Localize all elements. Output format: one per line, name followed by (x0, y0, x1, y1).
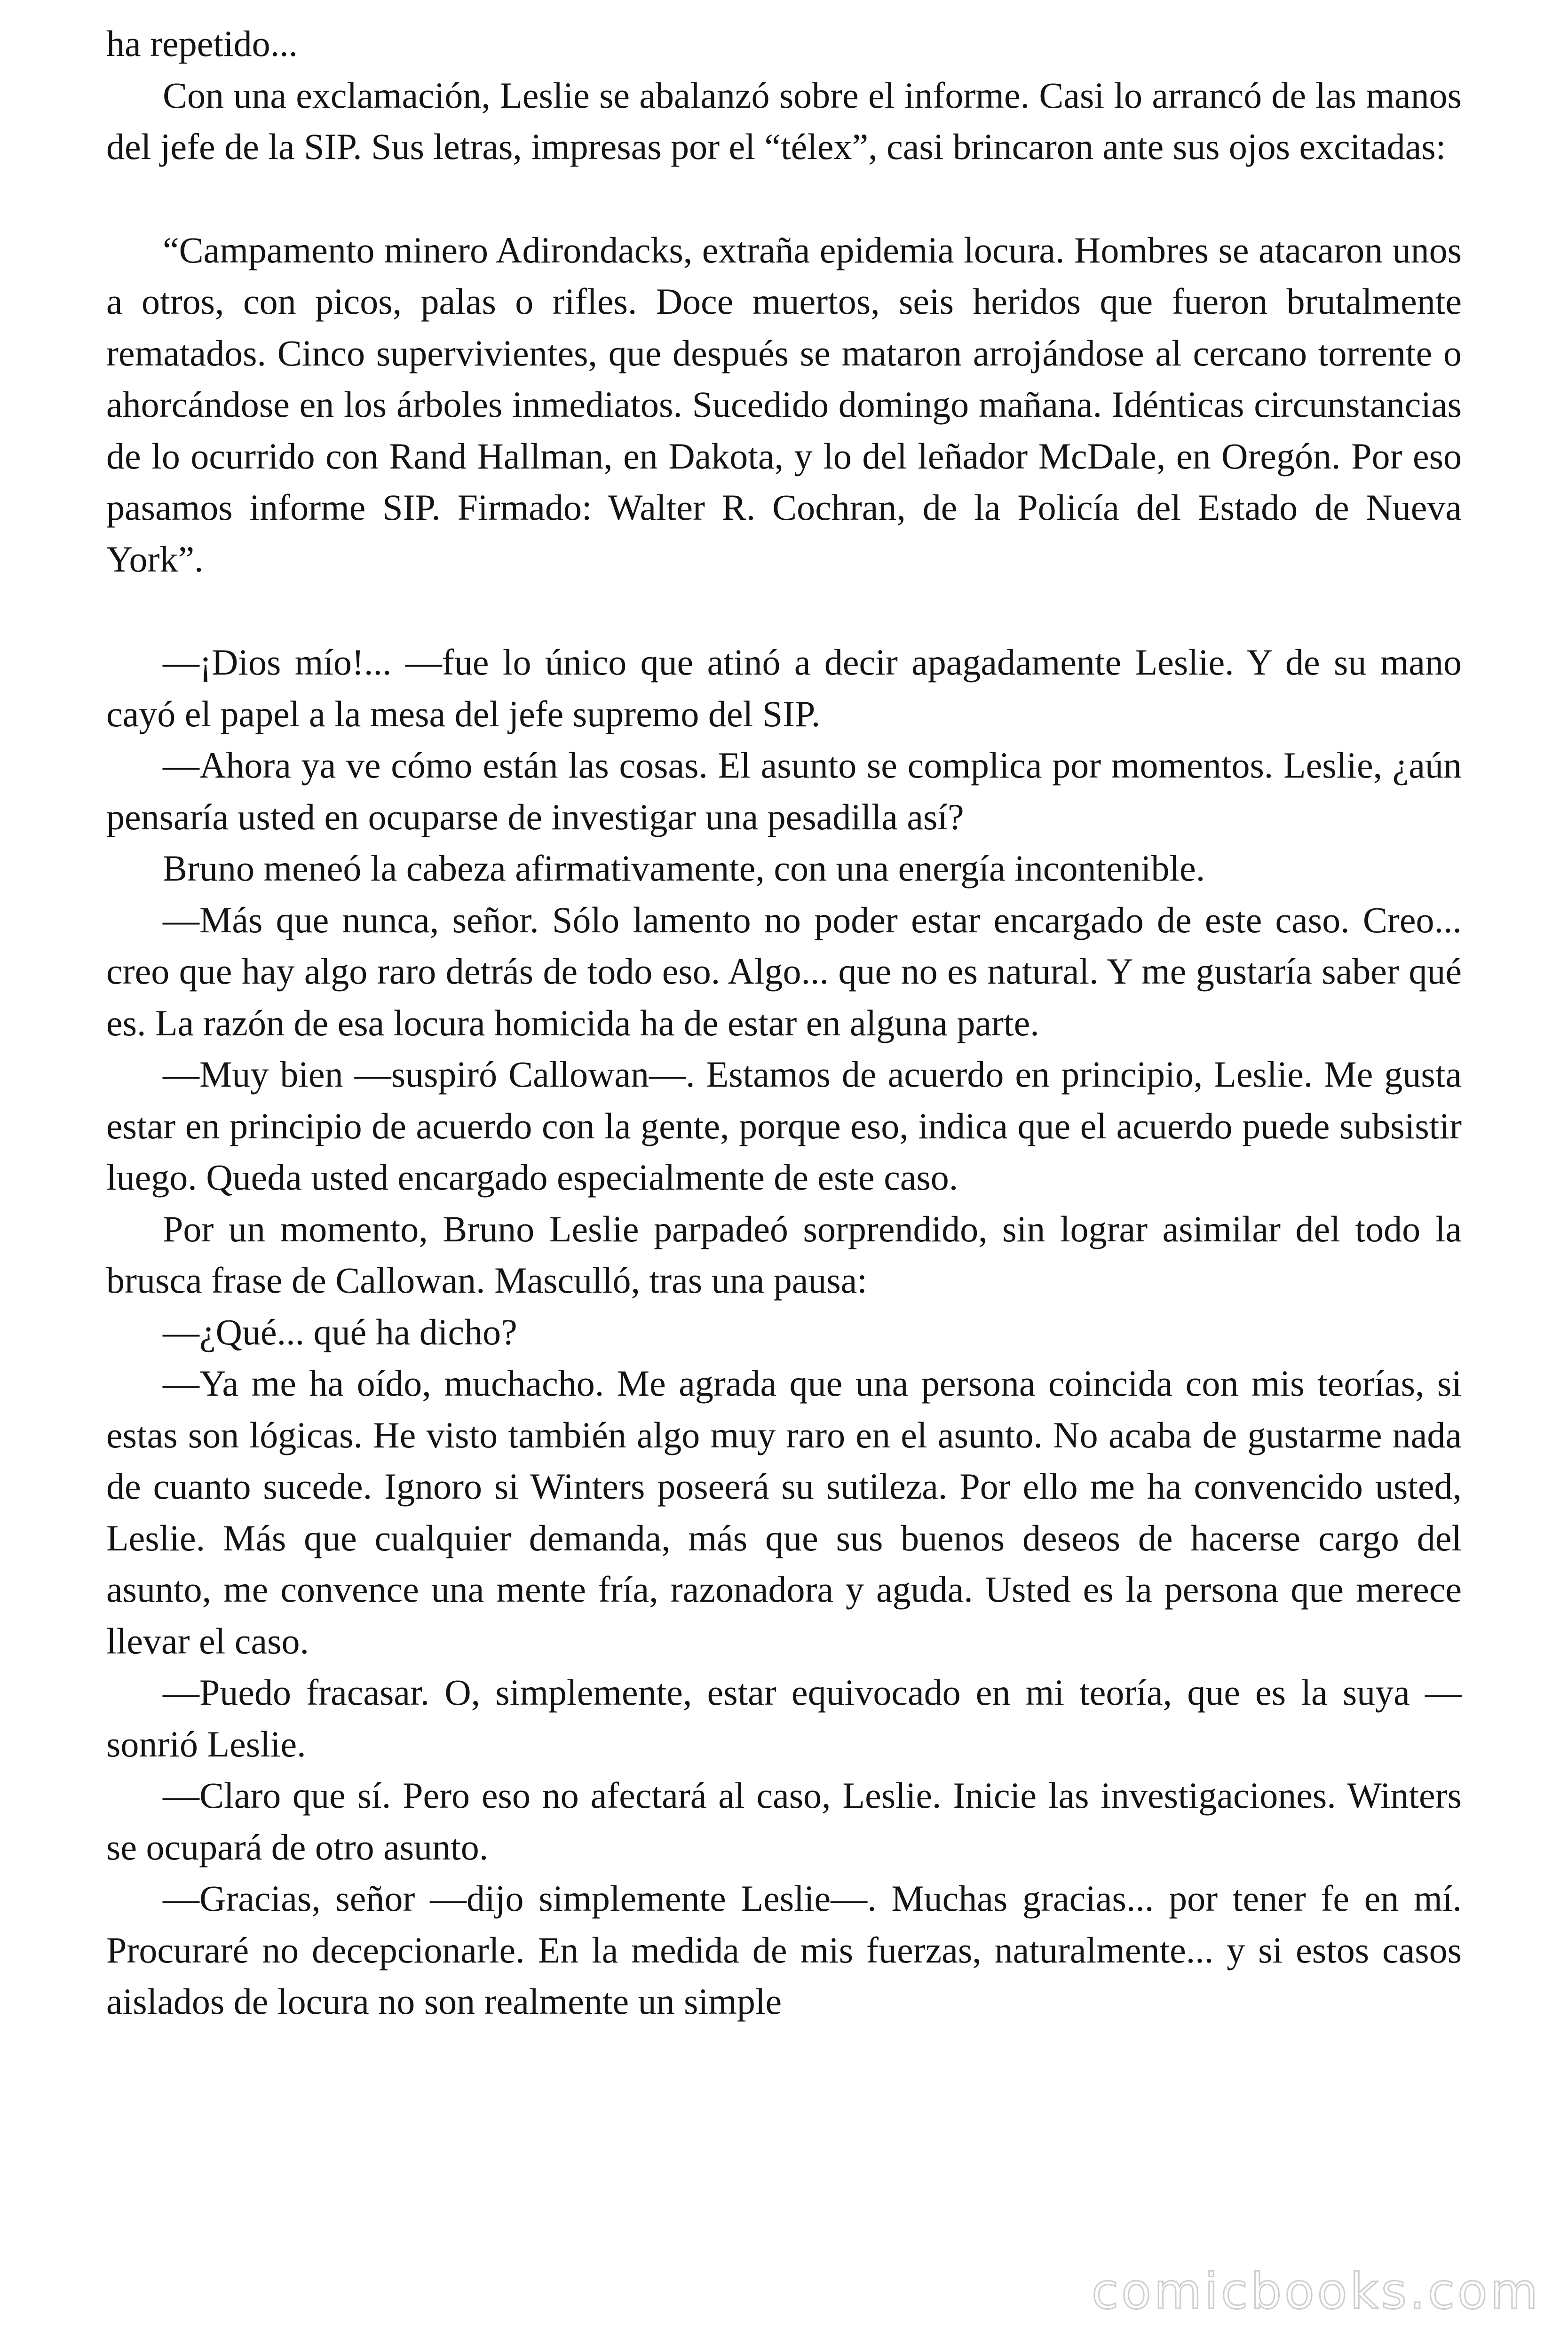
dialogue-paragraph: —Ya me ha oído, muchacho. Me agrada que una persona coincida con mis teorías, si estas son lógicas. He visto también algo muy raro en el asunto. No acaba de gustarme nada de cuanto sucede. Ignoro si Winters poseerá su sutileza. Por ello me ha convencido usted, Leslie. Más que cualquier demanda, más que sus buenos deseos de hacerse cargo del asunto, me convence una mente fría, razonadora y aguda. Usted es la persona que merece llevar el caso. (106, 1363, 1462, 1661)
dialogue-paragraph: —¡Dios mío!... —fue lo único que atinó a decir apagadamente Leslie. Y de su mano cayó el papel a la mesa del jefe supremo del SIP. (106, 642, 1462, 734)
watermark-logo: comicbooks.com (1091, 2263, 1541, 2320)
dialogue-paragraph: —Más que nunca, señor. Sólo lamento no poder estar encargado de este caso. Creo... creo que hay algo raro detrás de todo eso. Algo... que no es natural. Y me gustaría saber qué es. La razón de esa locura homicida ha de estar en alguna parte. (106, 899, 1462, 1043)
dialogue-paragraph: —Ahora ya ve cómo están las cosas. El asunto se complica por momentos. Leslie, ¿aún pensaría usted en ocuparse de investigar una pesadilla así? (106, 745, 1462, 837)
paragraph-gap (106, 585, 1462, 636)
paragraph: Con una exclamación, Leslie se abalanzó sobre el informe. Casi lo arrancó de las manos del jefe de la SIP. Sus letras, impresas por el “télex”, casi brincaron ante sus ojos excitadas: (106, 74, 1462, 167)
paragraph: Bruno meneó la cabeza afirmativamente, con una energía incontenible. (163, 848, 1205, 889)
document-page (106, 18, 1462, 2027)
dialogue-paragraph: —¿Qué... qué ha dicho? (163, 1311, 517, 1352)
paragraph: Por un momento, Bruno Leslie parpadeó sorprendido, sin lograr asimilar del todo la brusca frase de Callowan. Masculló, tras una pausa: (106, 1208, 1462, 1301)
telex-quote: “Campamento minero Adirondacks, extraña epidemia locura. Hombres se atacaron unos a otros, con picos, palas o rifles. Doce muertos, seis heridos que fueron brutalmente rematados. Cinco supervivientes, que después se mataron arrojándose al cercano torrente o ahorcándose en los árboles inmediatos. Sucedido domingo mañana. Idénticas circunstancias de lo ocurrido con Rand Hallman, en Dakota, y lo del leñador McDale, en Oregón. Por eso pasamos informe SIP. Firmado: Walter R. Cochran, de la Policía del Estado de Nueva York”. (106, 229, 1462, 580)
dialogue-paragraph: —Muy bien —suspiró Callowan—. Estamos de acuerdo en principio, Leslie. Me gusta estar en principio de acuerdo con la gente, porque eso, indica que el acuerdo puede subsistir luego. Queda usted encargado especialmente de este caso. (106, 1054, 1462, 1198)
dialogue-paragraph: —Puedo fracasar. O, simplemente, estar equivocado en mi teoría, que es la suya —sonrió Leslie. (106, 1672, 1462, 1764)
paragraph-gap (106, 173, 1462, 224)
dialogue-paragraph: —Gracias, señor —dijo simplemente Leslie—. Muchas gracias... por tener fe en mí. Procuraré no decepcionarle. En la medida de mis fuerzas, naturalmente... y si estos casos aislados de locura no son realmente un simple (106, 1878, 1462, 2022)
paragraph-continuation: ha repetido... (106, 23, 298, 64)
dialogue-paragraph: —Claro que sí. Pero eso no afectará al caso, Leslie. Inicie las investigaciones. Winters se ocupará de otro asunto. (106, 1775, 1462, 1867)
